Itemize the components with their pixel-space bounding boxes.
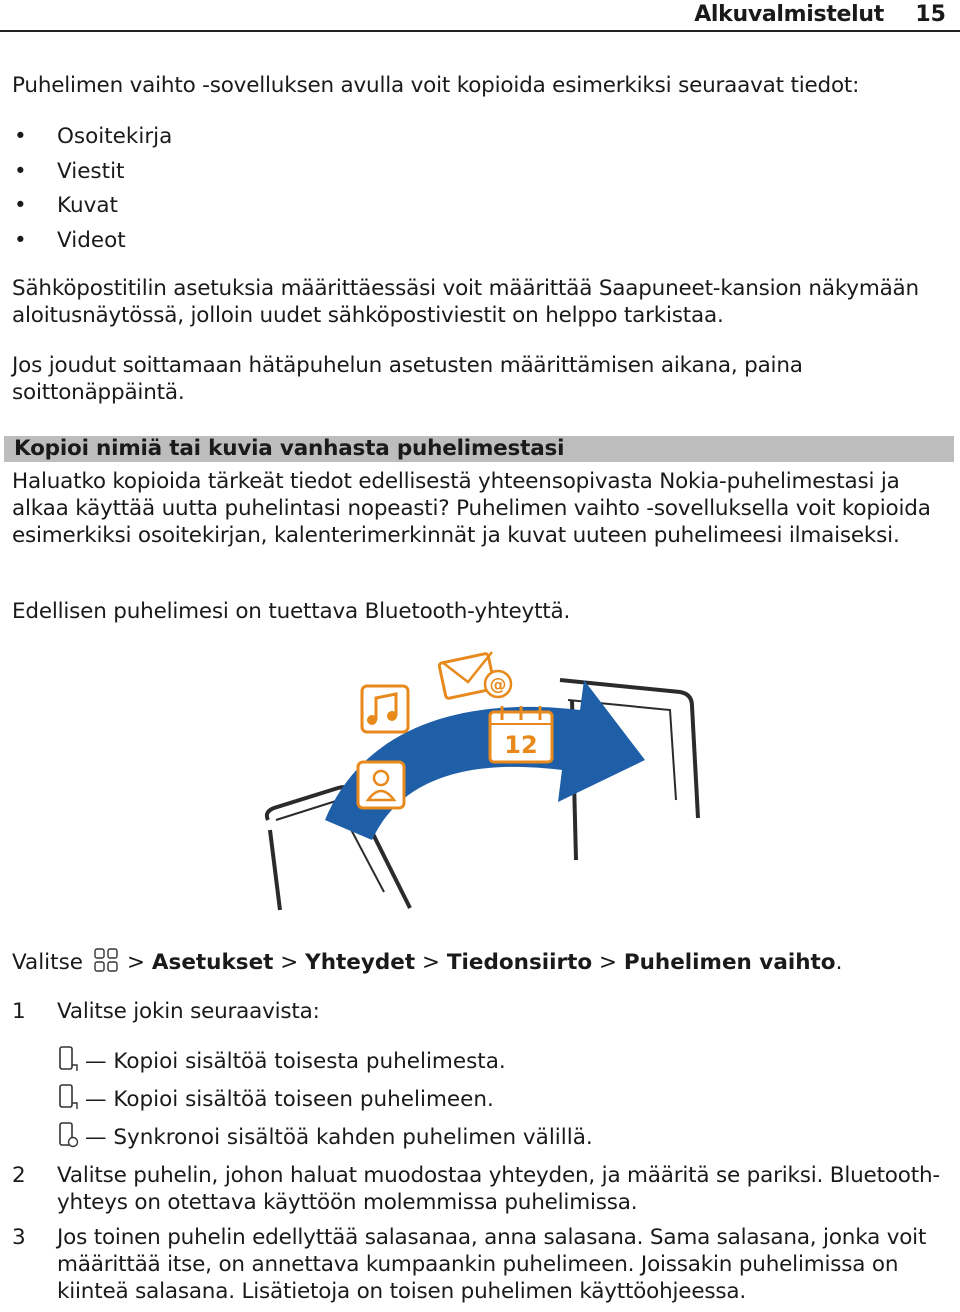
mail-icon xyxy=(439,652,511,699)
nav-end: . xyxy=(835,950,843,975)
page-header xyxy=(0,0,960,32)
calendar-number: 12 xyxy=(504,731,538,759)
step-text: Valitse puhelin, johon haluat muodostaa yhteyden, ja määritä se pariksi. Bluetooth-yhteys on otettava käyttöön molemmissa puhelimissa. xyxy=(57,1163,940,1215)
section-paragraph: Haluatko kopioida tärkeät tiedot edellisestä yhteensopivasta Nokia-puhelimestasi ja alkaa käyttää uutta puhelintasi nopeasti? Puhelimen vaihto -sovelluksella voit kopioida esimerkiksi osoitekirjan, kalenterimerkinnät ja kuvat uuteen puhelimeesi ilmaiseksi. xyxy=(12,469,931,548)
bullet-dot: • xyxy=(14,227,27,253)
section-title: Kopioi nimiä tai kuvia vanhasta puhelimestasi xyxy=(14,436,565,461)
list-item: • Osoitekirja xyxy=(12,120,612,155)
bullet-list xyxy=(12,120,612,258)
nav-separator: > xyxy=(127,950,146,975)
copy-from-phone-icon xyxy=(57,1045,79,1073)
phone-transfer-illustration xyxy=(250,640,720,930)
calendar-icon xyxy=(490,706,552,762)
music-icon xyxy=(362,686,408,732)
option-sync: — Synkronoi sisältöä kahden puhelimen välillä. xyxy=(57,1123,593,1153)
nav-item-puhelimen-vaihto: Puhelimen vaihto xyxy=(623,950,836,975)
emergency-paragraph: Jos joudut soittamaan hätäpuhelun asetusten määrittämisen aikana, paina soittonäppäintä. xyxy=(12,353,803,405)
menu-grid-icon xyxy=(93,947,119,973)
at-symbol: @ xyxy=(489,675,507,695)
nav-separator: > xyxy=(280,950,299,975)
contact-icon xyxy=(358,762,404,808)
nav-item-tiedonsiirto: Tiedonsiirto xyxy=(446,950,593,975)
chapter-title: Alkuvalmistelut xyxy=(694,2,884,27)
nav-item-yhteydet: Yhteydet xyxy=(305,950,416,975)
page-number: 15 xyxy=(915,2,946,27)
bullet-dot: • xyxy=(14,193,27,218)
mail-paragraph: Sähköpostitilin asetuksia määrittäessäsi voit määrittää Saapuneet-kansion näkymään aloitusnäytössä, jolloin uudet sähköpostiviestit on helppo tarkistaa. xyxy=(12,276,919,328)
nav-separator: > xyxy=(422,950,441,975)
step-number: 1 xyxy=(12,999,26,1024)
step-text: Jos toinen puhelin edellyttää salasanaa, anna salasana. Sama salasana, jonka voit määrittää itse, on annettava kumpaankin puhelimeen. Joissakin puhelimissa on kiinteä salasana. Lisätietoja on toisen puhelimen käyttöohjeessa. xyxy=(57,1225,927,1304)
list-item: • Kuvat xyxy=(12,189,612,224)
nav-separator: > xyxy=(598,950,617,975)
list-item: • Viestit xyxy=(12,155,612,190)
sync-phone-icon xyxy=(57,1121,79,1149)
copy-to-phone-icon xyxy=(57,1083,79,1111)
option-copy-from: — Kopioi sisältöä toisesta puhelimesta. xyxy=(57,1047,506,1077)
list-item: • Videot xyxy=(12,224,612,259)
navigation-path xyxy=(12,948,842,978)
option-copy-to: — Kopioi sisältöä toiseen puhelimeen. xyxy=(57,1085,494,1115)
bullet-dot: • xyxy=(14,158,27,184)
bullet-dot: • xyxy=(14,124,27,149)
section-heading-bar xyxy=(4,436,954,462)
nav-prefix: Valitse xyxy=(12,950,84,975)
intro-paragraph: Puhelimen vaihto -sovelluksen avulla voit kopioida esimerkiksi seuraavat tiedot: xyxy=(12,73,860,98)
bluetooth-paragraph: Edellisen puhelimesi on tuettava Bluetooth-yhteyttä. xyxy=(12,599,571,624)
step-text: Valitse jokin seuraavista: xyxy=(57,999,320,1024)
step-number: 2 xyxy=(12,1163,26,1188)
step-number: 3 xyxy=(12,1225,26,1250)
nav-item-asetukset: Asetukset xyxy=(151,950,274,975)
